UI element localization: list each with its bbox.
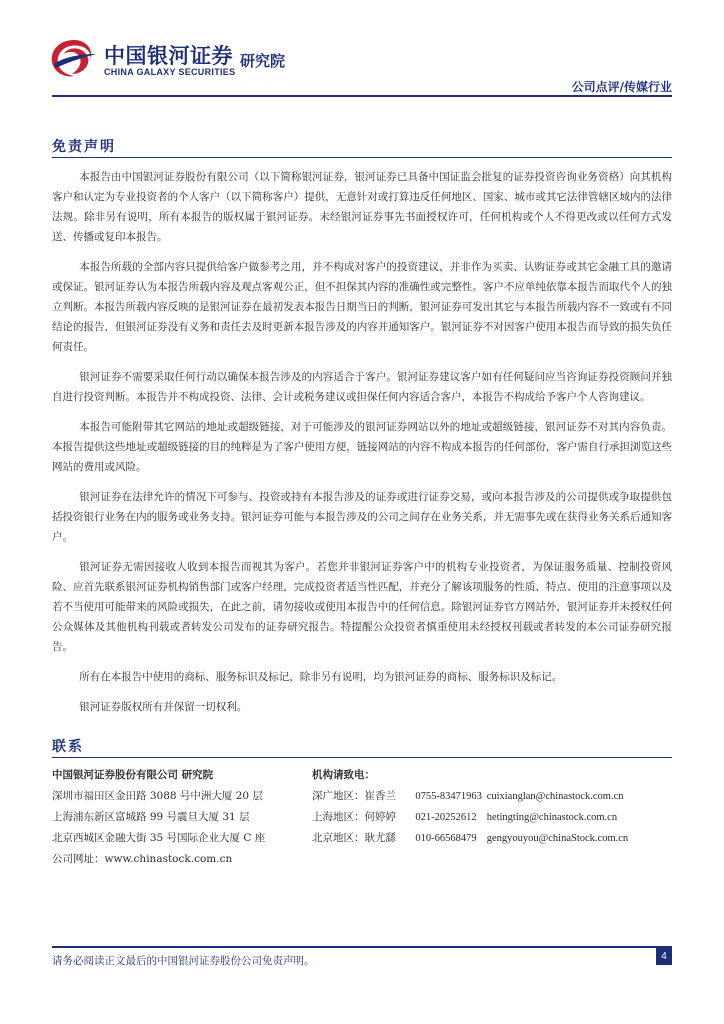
contact-row xyxy=(312,807,672,828)
contact-email[interactable]: hetingting@chinastock.com.cn xyxy=(486,812,618,823)
disclaimer-body xyxy=(52,167,672,727)
disclaimer-paragraph: 本报告所载的全部内容只提供给客户做参考之用，并不构成对客户的投资建议，并非作为买卖、认购证券或其它金融工具的邀请或保证。银河证券认为本报告所载内容及观点客观公正，但不担保其内容的准确性或完整性。客户不应单纯依靠本报告而取代个人的独立判断。本报告所载内容反映的是银河证券在最初发表本报告日期当日的判断，银河证券可发出其它与本报告所载内容不一致或有不同结论的报告，但银河证券没有义务和责任去及时更新本报告涉及的内容并通知客户。银河证券不对因客户使用本报告而导致的损失负任何责任。 xyxy=(52,261,672,353)
report-type-label: 公司点评/传媒行业 xyxy=(571,80,672,94)
disclaimer-paragraph: 银河证券在法律允许的情况下可参与、投资或持有本报告涉及的证券或进行证券交易，或向本报告涉及的公司提供或争取提供包括投资银行业务在内的服务或业务支持。银河证券可能与本报告涉及的公司之间存在业务关系，并无需事先或在获得业务关系后通知客户。 xyxy=(52,491,672,543)
disclaimer-paragraph: 银河证券不需要采取任何行动以确保本报告涉及的内容适合于客户。银河证券建议客户如有任何疑问应当咨询证券投资顾问并独自进行投资判断。本报告并不构成投资、法律、会计或税务建议或担保任何内容适合客户，本报告不构成给予客户个人咨询建议。 xyxy=(52,371,672,403)
company-address-block xyxy=(52,765,302,870)
disclaimer-divider xyxy=(52,157,672,158)
footer-divider xyxy=(52,946,672,948)
contact-region: 深广地区：崔香兰 xyxy=(312,790,396,802)
contact-region: 上海地区：何婷婷 xyxy=(312,811,396,823)
contact-phone[interactable]: 021-20252612 xyxy=(415,812,477,823)
address-line: 上海浦东新区富城路 99 号震旦大厦 31 层 xyxy=(52,811,250,823)
address-line: 北京西城区金融大街 35 号国际企业大厦 C 座 xyxy=(52,832,266,844)
company-website[interactable]: 公司网址：www.chinastock.com.cn xyxy=(52,853,233,865)
disclaimer-title: 免责声明 xyxy=(52,139,116,155)
brand-name-cn: 中国银河证券 xyxy=(104,44,233,68)
contact-title: 联系 xyxy=(52,739,84,755)
galaxy-logo-icon xyxy=(48,36,100,80)
contact-row xyxy=(312,786,672,807)
institution-contacts xyxy=(312,765,672,849)
brand-name-en: CHINA GALAXY SECURITIES xyxy=(104,67,236,77)
inquiry-title: 机构请致电： xyxy=(312,769,375,781)
contact-divider xyxy=(52,757,672,758)
address-line: 深圳市福田区金田路 3088 号中洲大厦 20 层 xyxy=(52,790,263,802)
company-name: 中国银河证券股份有限公司 研究院 xyxy=(52,769,214,781)
contact-row xyxy=(312,828,672,849)
contact-phone[interactable]: 010-66568479 xyxy=(415,833,477,844)
disclaimer-paragraph: 银河证券无需因接收人收到本报告而视其为客户。若您并非银河证券客户中的机构专业投资者，为保证服务质量、控制投资风险、应首先联系银河证券机构销售部门或客户经理，完成投资者适当性匹配，并充分了解该项服务的性质、特点、使用的注意事项以及若不当使用可能带来的风险或损失，在此之前，请勿接收或使用本报告中的任何信息。除银河证券官方网站外，银河证券并未授权任何公众媒体及其他机构刊载或者转发公司发布的证券研究报告。特提醒公众投资者慎重使用未经授权刊载或者转发的本公司证券研究报告。 xyxy=(52,561,672,653)
footer-note: 请务必阅读正文最后的中国银河证券股份公司免责声明。 xyxy=(52,955,315,967)
header-divider xyxy=(52,95,672,97)
page-number: 4 xyxy=(656,948,672,965)
contact-email[interactable]: gengyouyou@chinaStock.com.cn xyxy=(486,833,629,844)
contact-email[interactable]: cuixianglan@chinastock.com.cn xyxy=(486,791,624,802)
disclaimer-paragraph: 本报告由中国银河证券股份有限公司（以下简称银河证券，银河证券已具备中国证监会批复的证券投资咨询业务资格）向其机构客户和认定为专业投资者的个人客户（以下简称客户）提供，无意针对或打算违反任何地区、国家、城市或其它法律管辖区域内的法律法规。除非另有说明，所有本报告的版权属于银河证券。未经银河证券事先书面授权许可，任何机构或个人不得更改或以任何方式发送、传播或复印本报告。 xyxy=(52,171,672,243)
disclaimer-paragraph: 银河证券版权所有并保留一切权利。 xyxy=(79,701,248,713)
disclaimer-paragraph: 所有在本报告中使用的商标、服务标识及标记，除非另有说明，均为银河证券的商标、服务标识及标记。 xyxy=(79,671,563,683)
contact-phone[interactable]: 0755-83471963 xyxy=(415,791,482,802)
institute-label: 研究院 xyxy=(240,52,286,70)
disclaimer-paragraph: 本报告可能附带其它网站的地址或超级链接，对于可能涉及的银河证券网站以外的地址或超级链接，银河证券不对其内容负责。本报告提供这些地址或超级链接的目的纯粹是为了客户使用方便，链接网站的内容不构成本报告的任何部份，客户需自行承担浏览这些网站的费用或风险。 xyxy=(52,421,672,473)
contact-region: 北京地区：耿尤繇 xyxy=(312,832,396,844)
page-header xyxy=(0,0,724,100)
